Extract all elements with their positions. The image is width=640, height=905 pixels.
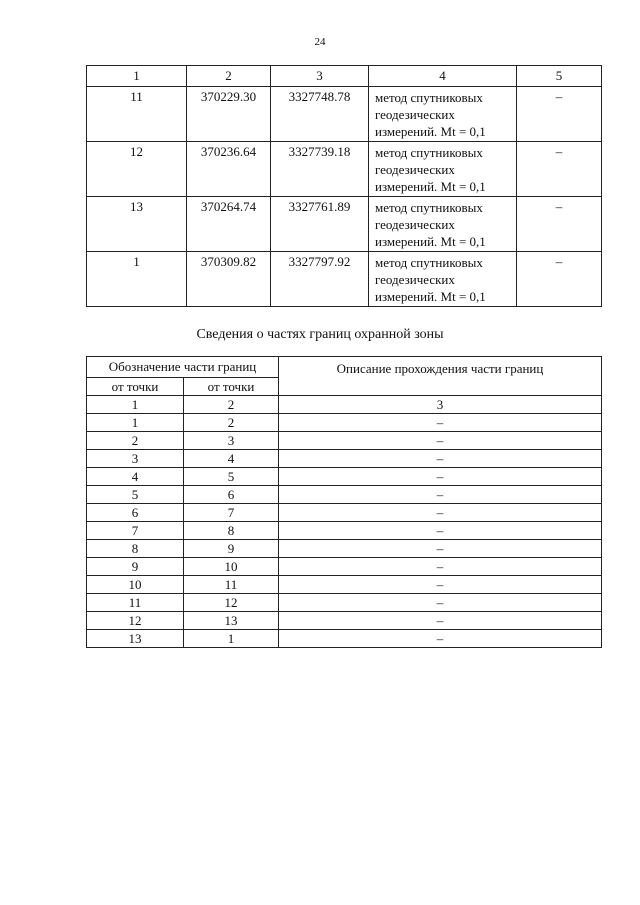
table-row [87,522,602,540]
from-point-cell: 6 [87,504,184,522]
method-cell [369,87,517,142]
from-point-cell: 5 [87,486,184,504]
from-point-cell: 4 [87,468,184,486]
table-row [87,197,602,252]
description-cell: – [279,630,602,648]
table-row [87,414,602,432]
table-row [87,504,602,522]
description-cell: – [279,432,602,450]
section-title: Сведения о частях границ охранной зоны [196,327,444,342]
boundary-parts-table [86,356,602,648]
page-number: 24 [314,36,326,48]
point-number: 1 [87,252,187,307]
table-row [87,432,602,450]
column-header: 5 [517,66,602,87]
to-point-cell: 11 [184,576,279,594]
method-line: измерений. Mt = 0,1 [375,289,486,304]
method-line: метод спутниковых [375,90,483,105]
y-coordinate: 3327761.89 [271,197,369,252]
column-header: 1 [87,66,187,87]
table-row [87,486,602,504]
point-number: 12 [87,142,187,197]
table-row [87,612,602,630]
table-row [87,540,602,558]
to-point-cell: 10 [184,558,279,576]
method-line: геодезических [375,162,455,177]
table-row [87,558,602,576]
from-point-cell: 13 [87,630,184,648]
x-coordinate: 370309.82 [187,252,271,307]
method-line: геодезических [375,107,455,122]
point-number: 11 [87,87,187,142]
y-coordinate: 3327797.92 [271,252,369,307]
description-header: Описание прохождения части границ [279,357,602,396]
to-point-cell: 3 [184,432,279,450]
method-line: измерений. Mt = 0,1 [375,179,486,194]
from-point-cell: 9 [87,558,184,576]
table-row [87,630,602,648]
description-cell: – [279,558,602,576]
part-designation-header: Обозначение части границ [87,357,279,378]
note-cell: – [517,197,602,252]
table-row [87,142,602,197]
from-point-cell: 1 [87,414,184,432]
to-point-cell: 5 [184,468,279,486]
description-cell: – [279,486,602,504]
description-cell: – [279,504,602,522]
y-coordinate: 3327748.78 [271,87,369,142]
column-header: 4 [369,66,517,87]
method-line: метод спутниковых [375,145,483,160]
table-row [87,450,602,468]
numbering-cell: 2 [184,396,279,414]
note-cell: – [517,252,602,307]
method-line: метод спутниковых [375,200,483,215]
table-row [87,252,602,307]
description-cell: – [279,522,602,540]
from-point-cell: 11 [87,594,184,612]
from-point-cell: 2 [87,432,184,450]
to-point-cell: 9 [184,540,279,558]
from-point-cell: 10 [87,576,184,594]
from-point-header: от точки [87,378,184,396]
method-line: измерений. Mt = 0,1 [375,124,486,139]
table-row [87,87,602,142]
to-point-cell: 4 [184,450,279,468]
table-row [87,576,602,594]
description-cell: – [279,612,602,630]
description-cell: – [279,450,602,468]
method-cell [369,142,517,197]
from-point-cell: 7 [87,522,184,540]
to-point-cell: 8 [184,522,279,540]
to-point-cell: 2 [184,414,279,432]
to-point-cell: 13 [184,612,279,630]
y-coordinate: 3327739.18 [271,142,369,197]
note-cell: – [517,142,602,197]
method-line: метод спутниковых [375,255,483,270]
description-cell: – [279,468,602,486]
numbering-cell: 3 [279,396,602,414]
from-point-cell: 12 [87,612,184,630]
description-cell: – [279,414,602,432]
description-cell: – [279,594,602,612]
method-line: геодезических [375,272,455,287]
table-row [87,594,602,612]
method-line: измерений. Mt = 0,1 [375,234,486,249]
coordinates-table [86,65,602,307]
description-cell: – [279,576,602,594]
description-cell: – [279,540,602,558]
coordinates-header-row [87,66,602,87]
to-point-cell: 7 [184,504,279,522]
note-cell: – [517,87,602,142]
x-coordinate: 370229.30 [187,87,271,142]
method-cell [369,252,517,307]
point-number: 13 [87,197,187,252]
to-point-cell: 1 [184,630,279,648]
column-header: 3 [271,66,369,87]
x-coordinate: 370264.74 [187,197,271,252]
to-point-header: от точки [184,378,279,396]
method-cell [369,197,517,252]
method-line: геодезических [375,217,455,232]
to-point-cell: 6 [184,486,279,504]
numbering-cell: 1 [87,396,184,414]
from-point-cell: 8 [87,540,184,558]
parts-header-row [87,357,602,378]
numbering-row [87,396,602,414]
to-point-cell: 12 [184,594,279,612]
from-point-cell: 3 [87,450,184,468]
x-coordinate: 370236.64 [187,142,271,197]
column-header: 2 [187,66,271,87]
table-row [87,468,602,486]
